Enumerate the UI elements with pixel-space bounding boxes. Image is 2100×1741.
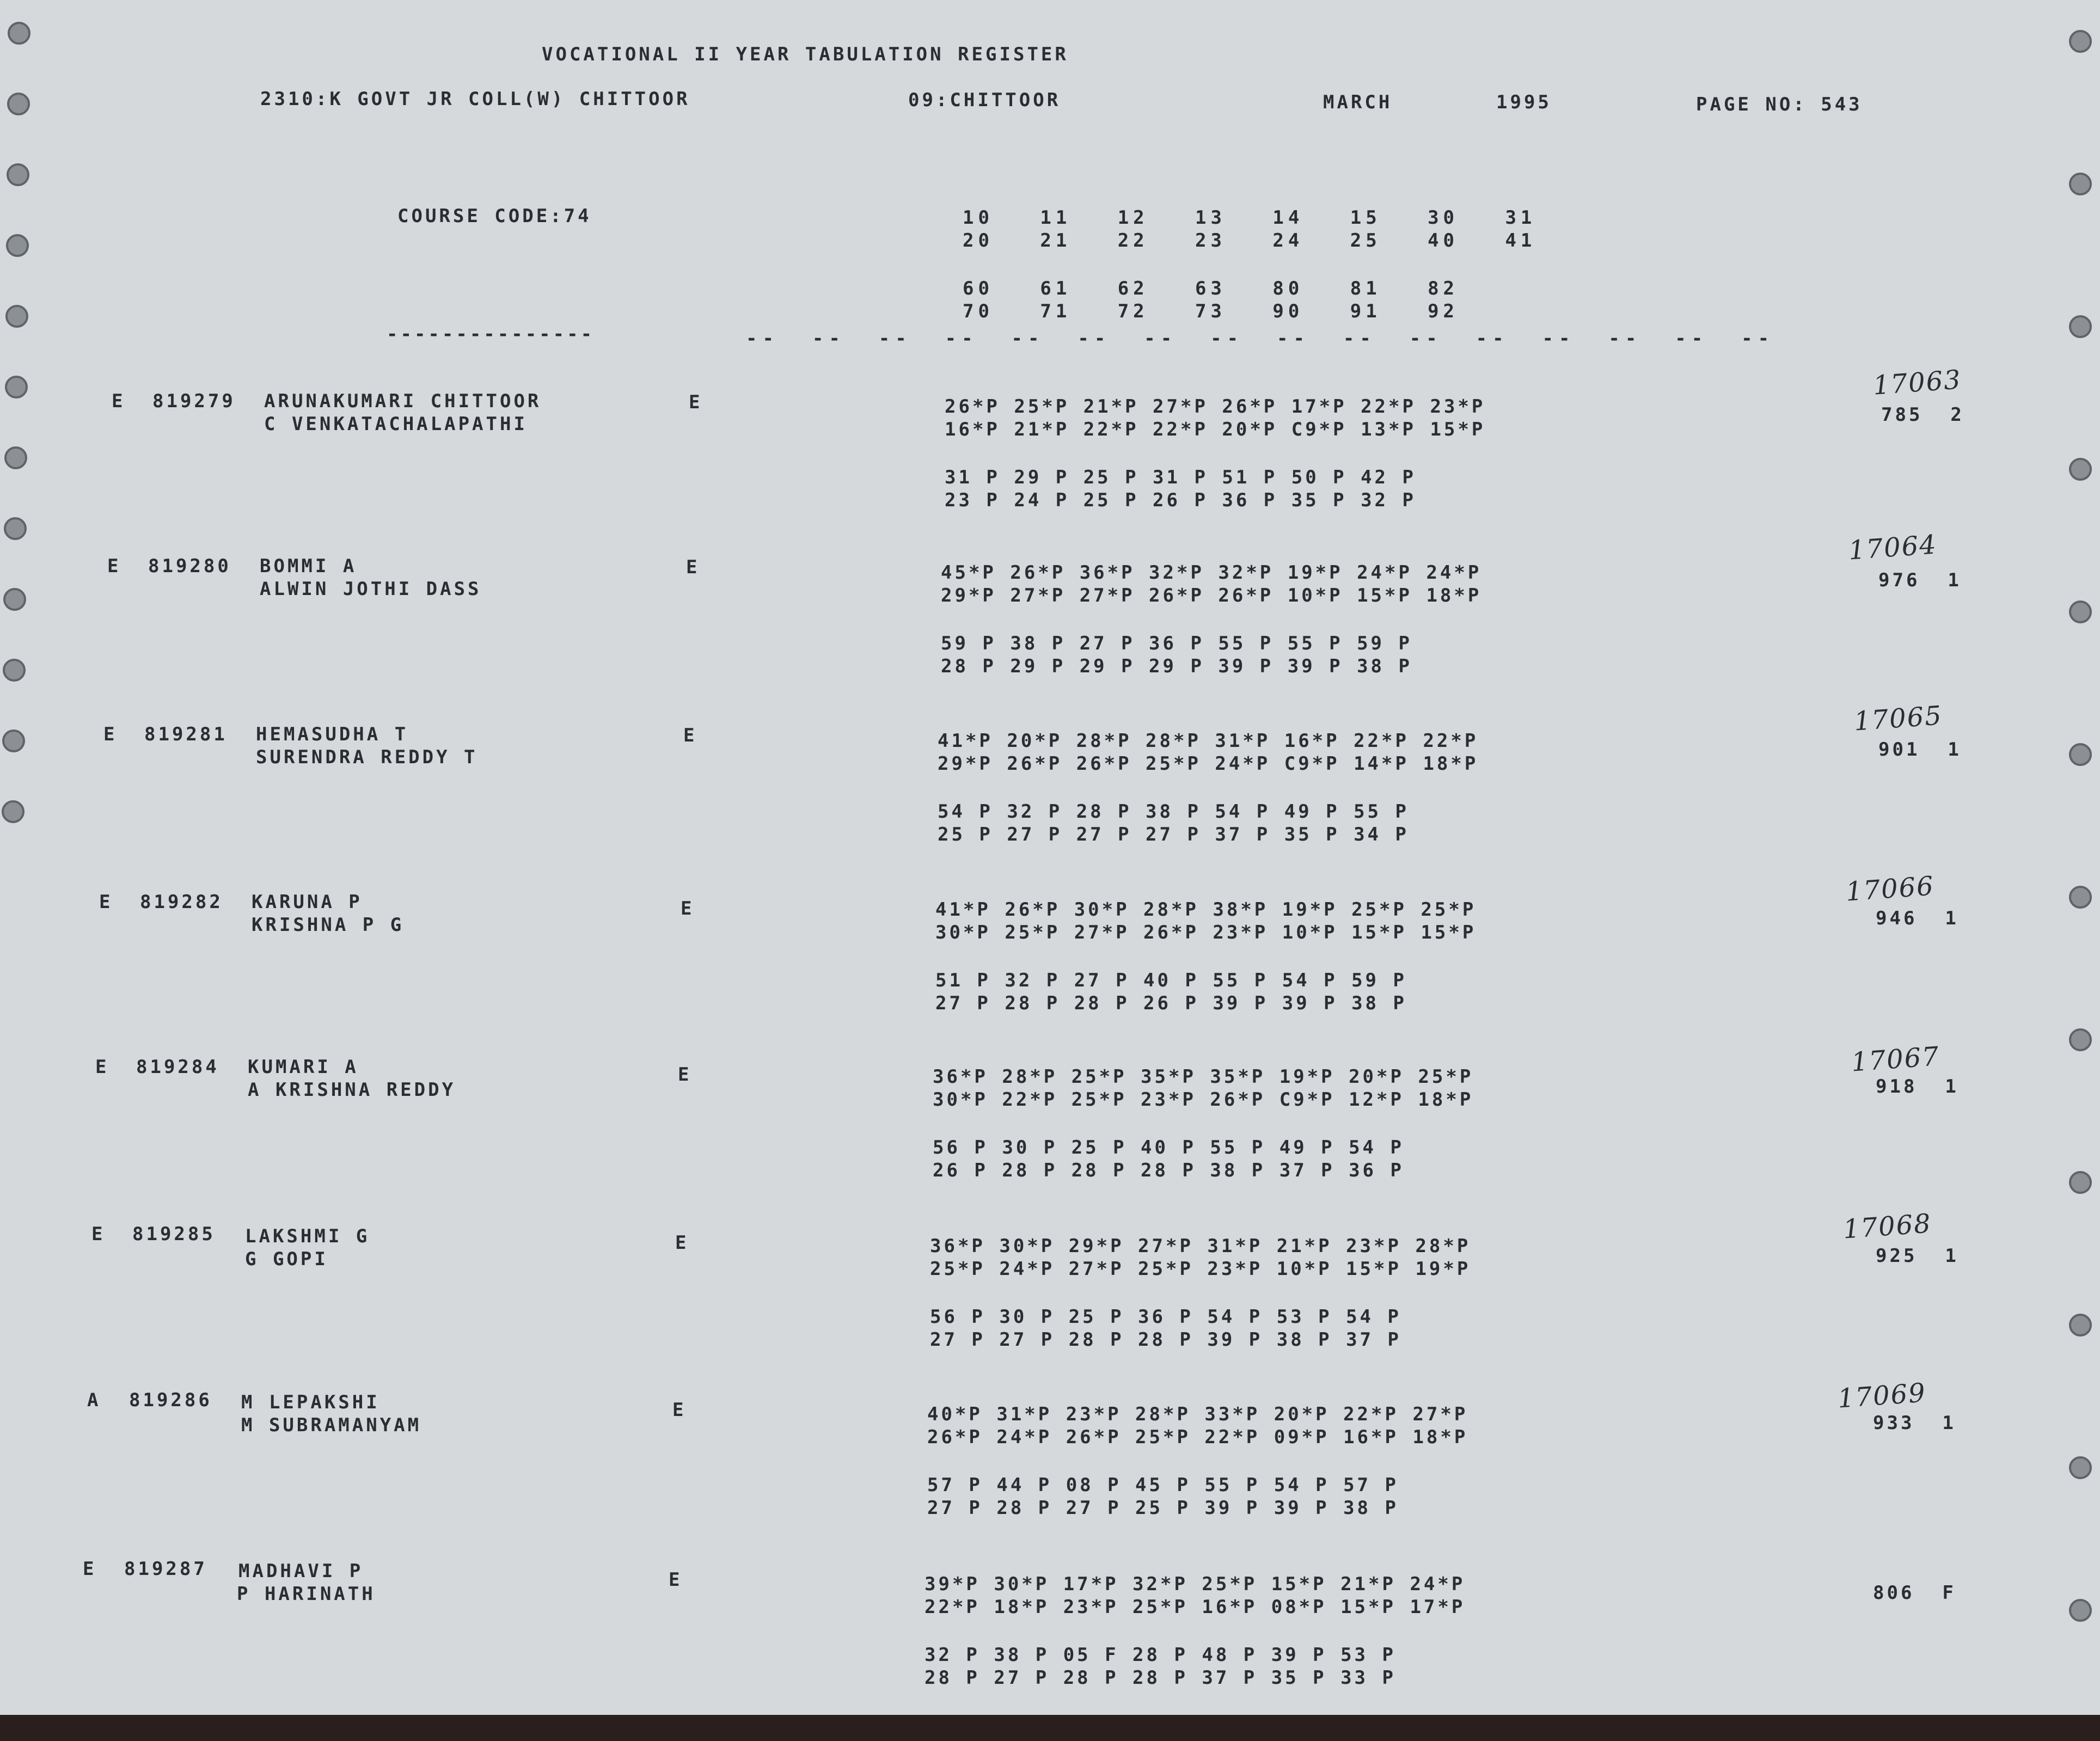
marks-line: 28 P 27 P 28 P 28 P 37 P 35 P 33 P [925,1667,1396,1689]
feed-hole-icon [2069,1599,2092,1622]
feed-hole-icon [5,305,28,328]
marks-line: 27 P 28 P 28 P 26 P 39 P 39 P 38 P [935,992,1407,1014]
total-marks: 806 F [1873,1582,1956,1604]
subject-codes-row: 10 11 12 13 14 15 30 31 [963,207,1536,229]
marks-line: 27 P 27 P 28 P 28 P 39 P 38 P 37 P [930,1329,1401,1351]
feed-hole-icon [2,800,25,823]
feed-hole-icon [6,234,29,257]
marks-line: 26*P 24*P 26*P 25*P 22*P 09*P 16*P 18*P [927,1426,1468,1448]
marks-line: 30*P 22*P 25*P 23*P 26*P C9*P 12*P 18*P [933,1089,1474,1111]
parent-name: A KRISHNA REDDY [248,1079,456,1101]
student-record [0,700,2100,886]
category-code: E [112,390,126,412]
subject-codes-row: 60 61 62 63 80 81 82 [963,278,1459,299]
marks-line: 54 P 32 P 28 P 38 P 54 P 49 P 55 P [938,801,1409,823]
total-marks: 946 1 [1876,908,1959,929]
marks-line: 28 P 29 P 29 P 29 P 39 P 39 P 38 P [941,655,1412,677]
marks-line: 59 P 38 P 27 P 36 P 55 P 55 P 59 P [941,633,1412,654]
handwritten-number: 17068 [1842,1208,1933,1245]
feed-hole-icon [2069,1314,2092,1337]
feed-hole-icon [2069,886,2092,909]
student-name: M LEPAKSHI [241,1391,380,1413]
course-code: COURSE CODE:74 [397,205,592,227]
marks-line: 23 P 24 P 25 P 26 P 36 P 35 P 32 P [945,489,1416,511]
marks-line: 26*P 25*P 21*P 27*P 26*P 17*P 22*P 23*P [945,396,1486,418]
category-code: E [103,724,118,745]
medium-code: E [681,898,695,919]
feed-hole-icon [2069,315,2092,338]
marks-line: 25 P 27 P 27 P 27 P 37 P 35 P 34 P [938,824,1409,845]
roll-number: 819280 [148,555,231,577]
register-title: VOCATIONAL II YEAR TABULATION REGISTER [542,44,1069,65]
marks-line: 27 P 28 P 27 P 25 P 39 P 39 P 38 P [927,1497,1399,1519]
medium-code: E [669,1569,683,1591]
handwritten-number: 17067 [1850,1041,1941,1078]
roll-number: 819284 [136,1056,219,1078]
parent-name: P HARINATH [237,1583,376,1605]
feed-hole-icon [4,517,27,540]
student-record [0,1041,2100,1218]
feed-hole-icon [5,376,28,399]
medium-code: E [678,1064,692,1086]
feed-hole-icon [2069,600,2092,623]
student-record [0,1377,2100,1552]
student-name: MADHAVI P [238,1560,364,1582]
district-name: 09:CHITTOOR [908,89,1061,111]
feed-hole-icon [2069,173,2092,195]
roll-number: 819287 [124,1558,207,1580]
parent-name: C VENKATACHALAPATHI [264,413,528,435]
student-name: BOMMI A [260,555,357,577]
feed-hole-icon [2069,1456,2092,1479]
handwritten-number: 17066 [1845,870,1936,908]
feed-hole-icon [3,588,26,611]
feed-hole-icon [7,163,29,186]
total-marks: 925 1 [1876,1245,1959,1267]
feed-hole-icon [2069,1028,2092,1051]
medium-code: E [672,1399,687,1421]
total-marks: 976 1 [1878,569,1962,591]
total-marks: 901 1 [1878,739,1962,761]
marks-line: 51 P 32 P 27 P 40 P 55 P 54 P 59 P [935,970,1407,991]
exam-month: MARCH [1323,91,1393,113]
marks-line: 25*P 24*P 27*P 25*P 23*P 10*P 15*P 19*P [930,1258,1471,1280]
feed-hole-icon [7,93,30,115]
feed-hole-icon [2,729,25,752]
marks-line: 39*P 30*P 17*P 32*P 25*P 15*P 21*P 24*P [925,1573,1466,1595]
subject-codes-row: 70 71 72 73 90 91 92 [963,301,1459,322]
separator-dashes: --------------- [387,323,595,345]
feed-hole-icon [8,22,30,45]
roll-number: 819285 [132,1223,216,1245]
category-code: E [95,1056,109,1078]
student-name: LAKSHMI G [245,1225,370,1247]
parent-name: ALWIN JOTHI DASS [260,578,482,600]
handwritten-number: 17065 [1853,700,1944,737]
roll-number: 819281 [144,724,228,745]
marks-line: 41*P 26*P 30*P 28*P 38*P 19*P 25*P 25*P [935,899,1477,921]
feed-hole-icon [2069,458,2092,481]
category-code: A [87,1389,101,1411]
total-marks: 918 1 [1876,1076,1959,1098]
medium-code: E [683,725,697,746]
marks-line: 56 P 30 P 25 P 36 P 54 P 53 P 54 P [930,1306,1401,1328]
marks-line: 29*P 27*P 27*P 26*P 26*P 10*P 15*P 18*P [941,585,1482,606]
marks-line: 40*P 31*P 23*P 28*P 33*P 20*P 22*P 27*P [927,1403,1468,1425]
student-record [0,870,2100,1053]
parent-name: G GOPI [245,1248,328,1270]
student-name: KARUNA P [252,891,363,913]
student-record [0,1557,2100,1715]
marks-line: 32 P 38 P 05 F 28 P 48 P 39 P 53 P [925,1644,1396,1666]
student-record [0,1208,2100,1386]
marks-line: 45*P 26*P 36*P 32*P 32*P 19*P 24*P 24*P [941,562,1482,584]
page-number: PAGE NO: 543 [1696,94,1863,115]
subject-codes-row: 20 21 22 23 24 25 40 41 [963,230,1536,252]
student-name: ARUNAKUMARI CHITTOOR [264,390,542,412]
marks-line: 57 P 44 P 08 P 45 P 55 P 54 P 57 P [927,1474,1399,1496]
roll-number: 819279 [152,390,236,412]
student-name: HEMASUDHA T [256,724,409,745]
marks-line: 22*P 18*P 23*P 25*P 16*P 08*P 15*P 17*P [925,1596,1466,1618]
feed-hole-icon [4,446,27,469]
marks-line: 29*P 26*P 26*P 25*P 24*P C9*P 14*P 18*P [938,753,1479,775]
total-marks: 933 1 [1873,1412,1956,1434]
feed-hole-icon [2069,1171,2092,1194]
handwritten-number: 17063 [1872,364,1963,401]
scan-background [0,1715,2100,1741]
marks-line: 56 P 30 P 25 P 40 P 55 P 49 P 54 P [933,1137,1404,1158]
feed-hole-icon [2069,743,2092,766]
student-record [0,529,2100,718]
separator-dashes: -- -- -- -- -- -- -- -- -- -- -- -- -- -- -- -- [746,328,1775,350]
marks-line: 36*P 28*P 25*P 35*P 35*P 19*P 20*P 25*P [933,1066,1474,1088]
roll-number: 819286 [129,1389,212,1411]
category-code: E [107,555,121,577]
category-code: E [91,1223,106,1245]
feed-hole-icon [3,659,26,682]
category-code: E [99,891,113,913]
parent-name: KRISHNA P G [252,914,405,936]
roll-number: 819282 [140,891,223,913]
marks-line: 30*P 25*P 27*P 26*P 23*P 10*P 15*P 15*P [935,922,1477,943]
handwritten-number: 17069 [1836,1377,1927,1414]
marks-line: 26 P 28 P 28 P 28 P 38 P 37 P 36 P [933,1160,1404,1181]
total-marks: 785 2 [1881,404,1964,426]
parent-name: M SUBRAMANYAM [241,1414,422,1436]
medium-code: E [675,1232,689,1254]
medium-code: E [686,556,700,578]
exam-year: 1995 [1496,91,1552,113]
medium-code: E [689,391,703,413]
student-record [0,364,2100,553]
category-code: E [83,1558,97,1580]
marks-line: 16*P 21*P 22*P 22*P 20*P C9*P 13*P 15*P [945,419,1486,440]
marks-line: 41*P 20*P 28*P 28*P 31*P 16*P 22*P 22*P [938,730,1479,752]
marks-line: 31 P 29 P 25 P 31 P 51 P 50 P 42 P [945,467,1416,488]
marks-line: 36*P 30*P 29*P 27*P 31*P 21*P 23*P 28*P [930,1235,1471,1257]
handwritten-number: 17064 [1847,529,1938,566]
parent-name: SURENDRA REDDY T [256,746,478,768]
student-name: KUMARI A [248,1056,359,1078]
feed-hole-icon [2069,30,2092,53]
college-name: 2310:K GOVT JR COLL(W) CHITTOOR [260,88,690,110]
